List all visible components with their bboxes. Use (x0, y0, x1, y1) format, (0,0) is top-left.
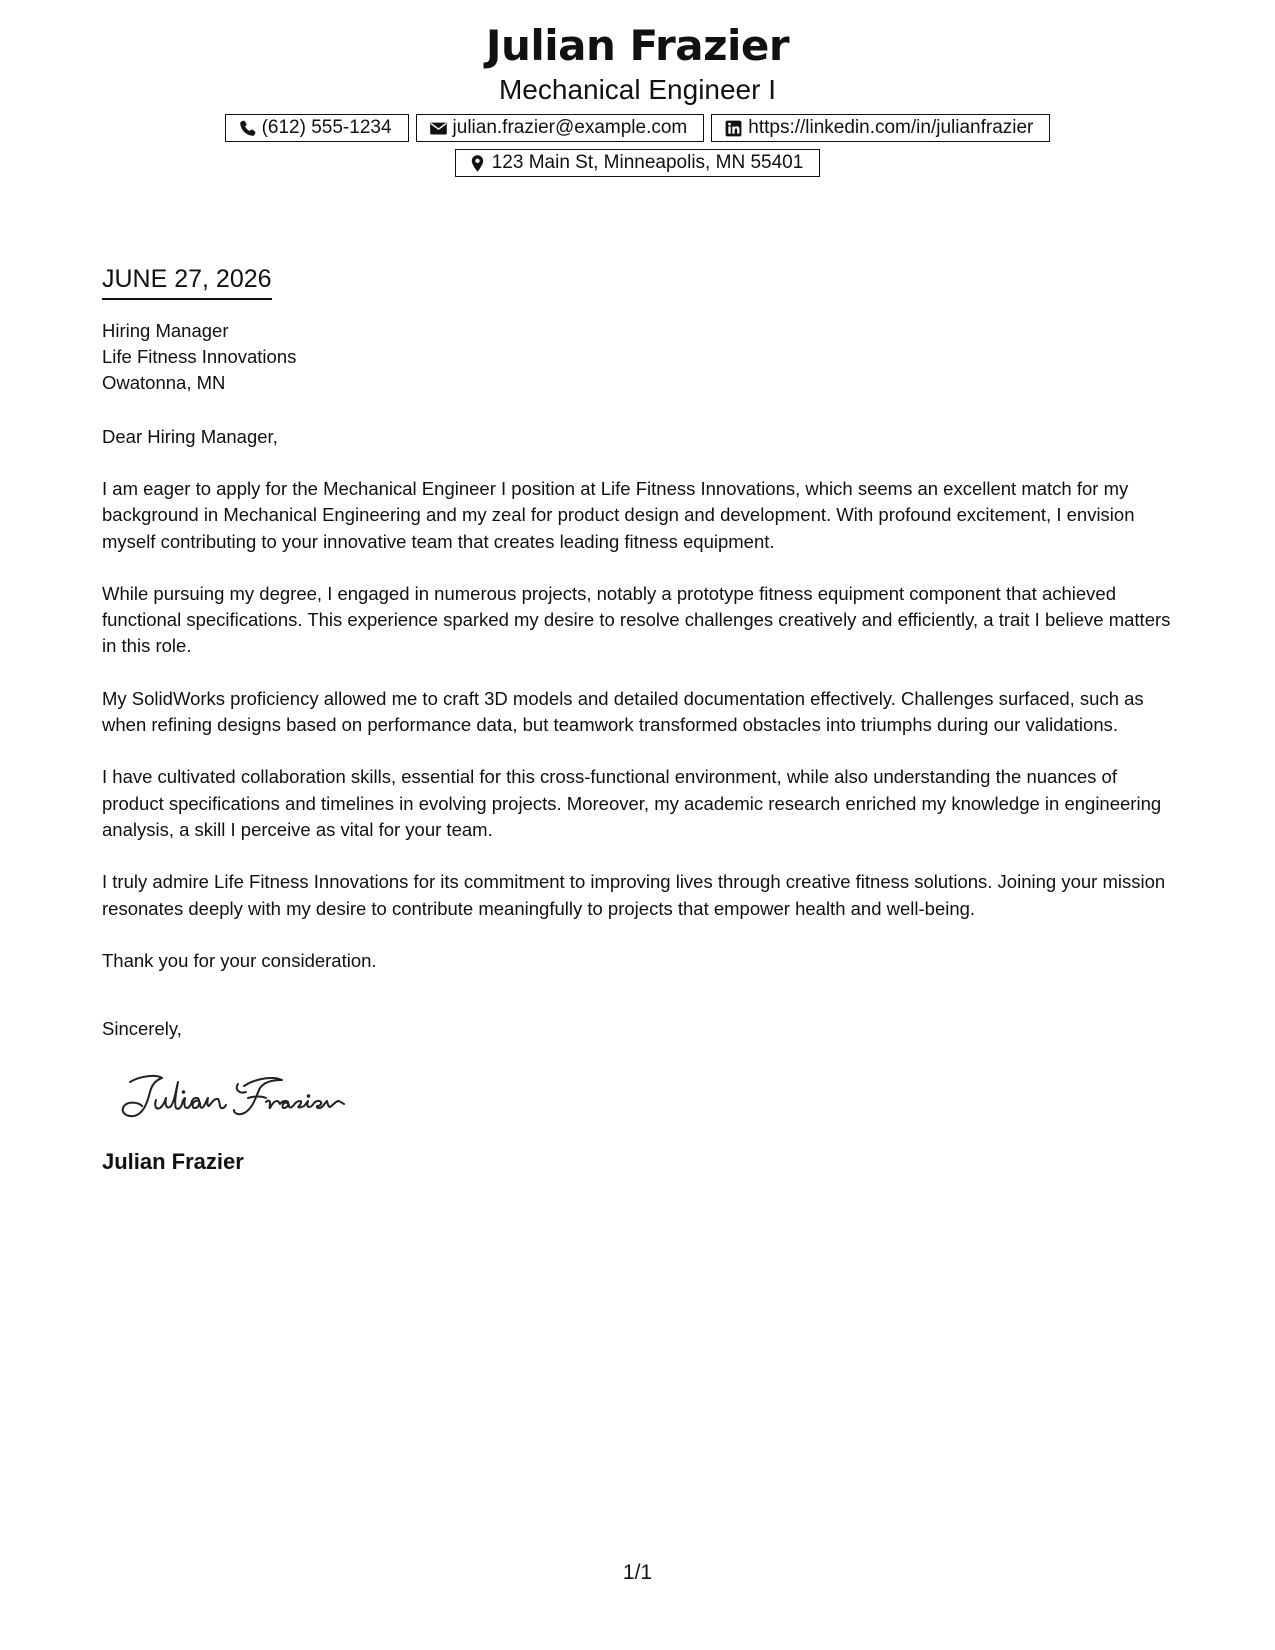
signed-name: Julian Frazier (102, 1148, 244, 1174)
body-paragraph: While pursuing my degree, I engaged in numerous projects, notably a prototype fitness equipment component that achieved functional specifications. This experience sparked my desire to resolve challenges creatively and efficiently, a trait I believe matters in this role. (102, 582, 1171, 657)
recipient-name: Hiring Manager (102, 320, 229, 341)
map-pin-icon (468, 154, 487, 173)
letter-date: JUNE 27, 2026 (102, 262, 272, 300)
linkedin-text: https://linkedin.com/in/julianfrazier (748, 117, 1034, 138)
contact-row (0, 114, 1275, 142)
letter-body (102, 262, 1172, 1177)
phone-text: (612) 555-1234 (261, 117, 392, 138)
email-text: julian.frazier@example.com (452, 117, 688, 138)
recipient-company: Life Fitness Innovations (102, 346, 297, 367)
applicant-title: Mechanical Engineer I (498, 74, 777, 105)
applicant-name: Julian Frazier (485, 21, 790, 70)
address-row (0, 149, 1275, 177)
body-paragraph: I am eager to apply for the Mechanical Engineer I position at Life Fitness Innovations, which seems an excellent match for my background in Mechanical Engineering and my zeal for product design and development. With profound excitement, I envision myself contributing to your innovative team that creates leading fitness equipment. (102, 478, 1135, 552)
handwritten-signature (116, 1070, 356, 1124)
closing-line: Thank you for your consideration. (102, 949, 377, 971)
body-paragraph: I have cultivated collaboration skills, essential for this cross-functional environment, while also understanding the nuances of product specifications and timelines in evolving projects. Moreover, my academic research enriched my knowledge in engineering analysis, a skill I perceive as vital for your team. (102, 766, 1162, 840)
sign-off: Sincerely, (102, 1017, 182, 1039)
address-text: 123 Main St, Minneapolis, MN 55401 (491, 152, 804, 173)
address-contact[interactable] (455, 149, 821, 177)
linkedin-contact[interactable] (711, 114, 1050, 142)
phone-icon (238, 119, 257, 138)
phone-contact[interactable] (225, 114, 409, 142)
linkedin-icon (724, 119, 743, 138)
letter-header (0, 18, 1275, 177)
email-contact[interactable] (416, 114, 705, 142)
body-paragraph: My SolidWorks proficiency allowed me to craft 3D models and detailed documentation effectively. Challenges surfaced, such as when refining designs based on performance data, but teamwork transformed obstacles into triumphs during our validations. (102, 687, 1144, 736)
salutation: Dear Hiring Manager, (102, 426, 278, 447)
page-number: 1/1 (622, 1561, 653, 1584)
recipient-location: Owatonna, MN (102, 372, 226, 393)
envelope-icon (429, 119, 448, 138)
recipient-block (102, 318, 1172, 396)
body-paragraph: I truly admire Life Fitness Innovations for its commitment to improving lives through creative fitness solutions. Joining your mission resonates deeply with my desire to contribute meaningfully to projects that empower health and well-being. (102, 871, 1166, 919)
